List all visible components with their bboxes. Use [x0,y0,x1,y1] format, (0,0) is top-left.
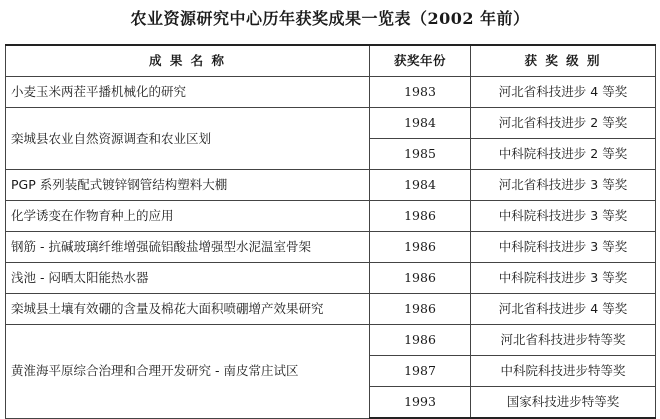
awards-table [5,44,656,419]
award-year: 1986 [370,232,471,263]
award-level: 河北省科技进步 3 等奖 [471,170,656,201]
achievement-name: 钢筋 - 抗碱玻璃纤维增强硫铝酸盐增强型水泥温室骨架 [6,232,370,263]
award-year: 1983 [370,77,471,108]
achievement-name: 黄淮海平原综合治理和合理开发研究 - 南皮常庄试区 [6,325,370,419]
award-year: 1984 [370,108,471,139]
table-row [6,77,656,108]
achievement-name: 小麦玉米两茬平播机械化的研究 [6,77,370,108]
award-level: 河北省科技进步 2 等奖 [471,108,656,139]
header-award-level: 获 奖 级 别 [471,45,656,77]
achievement-name: 化学诱变在作物育种上的应用 [6,201,370,232]
award-year: 1986 [370,201,471,232]
award-level: 河北省科技进步特等奖 [471,325,656,356]
award-level: 国家科技进步特等奖 [471,387,656,419]
table-row [6,170,656,201]
table-header-row [6,45,656,77]
award-year: 1987 [370,356,471,387]
award-level: 河北省科技进步 4 等奖 [471,77,656,108]
award-year: 1986 [370,325,471,356]
award-year: 1993 [370,387,471,419]
award-year: 1985 [370,139,471,170]
table-row [6,232,656,263]
table-row [6,294,656,325]
page-title: 农业资源研究中心历年获奖成果一览表（2002 年前） [130,9,530,28]
header-achievement-name: 成 果 名 称 [6,45,370,77]
award-level: 中科院科技进步 3 等奖 [471,263,656,294]
table-row [6,108,656,139]
award-level: 中科院科技进步 3 等奖 [471,201,656,232]
table-row [6,325,656,356]
table-row [6,263,656,294]
achievement-name: 栾城县土壤有效硼的含量及棉花大面积喷硼增产效果研究 [6,294,370,325]
award-year: 1984 [370,170,471,201]
award-year: 1986 [370,294,471,325]
award-level: 中科院科技进步 2 等奖 [471,139,656,170]
achievement-name: 栾城县农业自然资源调查和农业区划 [6,108,370,170]
award-level: 河北省科技进步 4 等奖 [471,294,656,325]
award-level: 中科院科技进步 3 等奖 [471,232,656,263]
award-level: 中科院科技进步特等奖 [471,356,656,387]
achievement-name: 浅池 - 闷晒太阳能热水器 [6,263,370,294]
achievement-name: PGP 系列装配式镀锌钢管结构塑料大棚 [6,170,370,201]
award-year: 1986 [370,263,471,294]
header-award-year: 获奖年份 [370,45,471,77]
table-row [6,201,656,232]
